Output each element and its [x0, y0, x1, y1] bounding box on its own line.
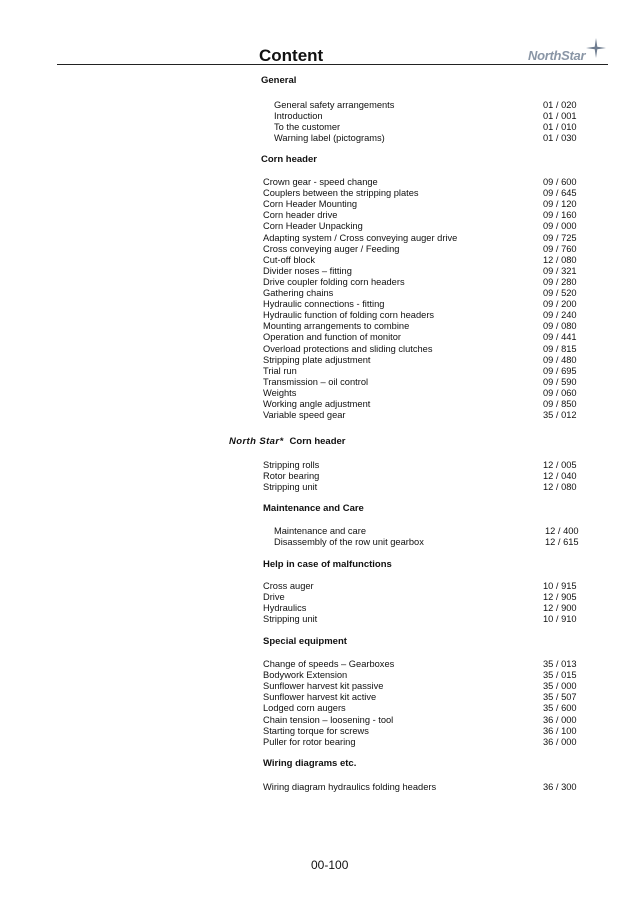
toc-row: [263, 188, 603, 199]
toc-row-label: Corn Header Unpacking: [263, 221, 363, 232]
toc-row-label: Adapting system / Cross conveying auger drive: [263, 232, 458, 243]
toc-row-label: Sunflower harvest kit active: [263, 692, 377, 703]
section-heading-special-equipment: Special equipment: [263, 636, 347, 647]
toc-row: [263, 366, 603, 377]
toc-row-code: 01 / 010: [543, 122, 577, 133]
toc-row-code: 36 / 000: [543, 736, 577, 747]
toc-row-label: Bodywork Extension: [263, 670, 348, 681]
toc-row-code: 09 / 645: [543, 188, 577, 199]
toc-row-code: 12 / 615: [545, 537, 579, 548]
toc-row: [263, 782, 603, 793]
toc-row-label: Crown gear - speed change: [263, 177, 378, 187]
toc-row-label: Lodged corn augers: [263, 703, 346, 714]
toc-row-code: 01 / 030: [543, 133, 577, 144]
toc-row-label: Wiring diagram hydraulics folding headers: [263, 782, 437, 792]
toc-row-code: 09 / 590: [543, 376, 577, 387]
toc-row-label: Chain tension – loosening - tool: [263, 714, 394, 725]
section-heading-malfunctions: Help in case of malfunctions: [263, 559, 392, 570]
northstar-brand: North Star*: [229, 436, 284, 447]
toc-row: [263, 244, 603, 255]
page-title: Content: [259, 46, 324, 65]
toc-row-code: 09 / 480: [543, 354, 577, 365]
section-heading-general: General: [261, 75, 297, 86]
toc-row: [263, 692, 603, 703]
toc-row-label: Trial run: [263, 365, 297, 376]
toc-row-label: Mounting arrangements to combine: [263, 321, 410, 332]
toc-row-label: Hydraulics: [263, 603, 307, 614]
toc-row: [263, 659, 603, 670]
toc-row: [263, 377, 603, 388]
toc-row-code: 09 / 200: [543, 299, 577, 310]
section-heading-wiring: Wiring diagrams etc.: [263, 758, 357, 769]
toc-row: [263, 715, 603, 726]
star-icon: [586, 38, 606, 58]
toc-row: [263, 388, 603, 399]
toc-row-label: Weights: [263, 387, 297, 398]
toc-row: [263, 399, 603, 410]
toc-row-label: Cross conveying auger / Feeding: [263, 243, 400, 254]
toc-row: [263, 603, 603, 614]
toc-row: [274, 526, 605, 537]
toc-row-code: 35 / 507: [543, 692, 577, 703]
toc-row: [263, 726, 603, 737]
toc-row-code: 10 / 910: [543, 614, 577, 625]
toc-row-code: 12 / 040: [543, 471, 577, 482]
toc-row: [263, 471, 603, 482]
toc-row-label: Stripping rolls: [263, 460, 320, 470]
toc-row: [274, 122, 603, 133]
toc-row: [263, 581, 603, 592]
toc-row-code: 35 / 012: [543, 410, 577, 421]
toc-row-label: Starting torque for screws: [263, 725, 369, 736]
toc-row: [263, 703, 603, 714]
toc-row-label: Hydraulic function of folding corn headers: [263, 310, 435, 321]
toc-row: [263, 482, 603, 493]
section-heading-northstar-corn-header: [229, 436, 346, 447]
toc-row-label: Cross auger: [263, 581, 314, 591]
toc-row-label: Stripping plate adjustment: [263, 354, 371, 365]
toc-row-label: Change of speeds – Gearboxes: [263, 659, 395, 669]
toc-row-code: 01 / 001: [543, 111, 577, 122]
toc-row-code: 10 / 915: [543, 581, 577, 591]
toc-row-code: 09 / 240: [543, 310, 577, 321]
section-heading-corn-header: Corn header: [261, 154, 317, 165]
section-heading-maintenance: Maintenance and Care: [263, 503, 364, 514]
toc-row-code: 09 / 441: [543, 332, 577, 343]
toc-row: [263, 299, 603, 310]
toc-row-code: 09 / 160: [543, 210, 577, 221]
toc-row-code: 36 / 000: [543, 714, 577, 725]
toc-row: [263, 221, 603, 232]
toc-row-code: 12 / 080: [543, 482, 577, 493]
toc-row-code: 35 / 000: [543, 681, 577, 692]
toc-row-label: Corn header drive: [263, 210, 338, 221]
toc-row-label: To the customer: [274, 122, 341, 133]
toc-row: [274, 100, 603, 111]
toc-row-label: Overload protections and sliding clutches: [263, 343, 433, 354]
toc-row-label: Couplers between the stripping plates: [263, 188, 419, 199]
toc-row-code: 36 / 300: [543, 782, 577, 792]
toc-row-code: 09 / 080: [543, 321, 577, 332]
toc-row-label: Working angle adjustment: [263, 399, 371, 409]
toc-row-code: 09 / 725: [543, 232, 577, 243]
toc-row: [263, 355, 603, 366]
toc-row-code: 12 / 905: [543, 592, 577, 603]
toc-row-code: 09 / 815: [543, 343, 577, 354]
toc-row: [263, 255, 603, 266]
toc-row-label: Gathering chains: [263, 288, 334, 298]
toc-row: [263, 592, 603, 603]
toc-row-label: Introduction: [274, 111, 323, 122]
title-rule: [57, 64, 608, 65]
toc-row-label: Rotor bearing: [263, 471, 320, 482]
toc-row: [263, 210, 603, 221]
toc-row-code: 36 / 100: [543, 725, 577, 736]
toc-row-label: Drive coupler folding corn headers: [263, 276, 405, 287]
toc-row: [263, 199, 603, 210]
toc-row: [263, 266, 603, 277]
toc-row: [274, 111, 603, 122]
toc-row: [274, 537, 605, 548]
toc-row: [263, 332, 603, 343]
toc-row-label: Operation and function of monitor: [263, 332, 401, 343]
toc-row: [263, 670, 603, 681]
toc-row-label: General safety arrangements: [274, 100, 395, 110]
toc-row-code: 01 / 020: [543, 100, 577, 110]
toc-row: [263, 681, 603, 692]
toc-row-code: 09 / 000: [543, 221, 577, 232]
toc-row-label: Transmission – oil control: [263, 376, 369, 387]
toc-row-label: Stripping unit: [263, 614, 318, 625]
logo-text: NorthStar: [528, 48, 586, 63]
toc-row: [263, 310, 603, 321]
toc-row-code: 12 / 005: [543, 460, 577, 470]
toc-row-code: 09 / 760: [543, 243, 577, 254]
toc-row-code: 12 / 080: [543, 254, 577, 265]
toc-row-label: Corn Header Mounting: [263, 199, 358, 210]
toc-row-code: 35 / 600: [543, 703, 577, 714]
toc-row: [263, 737, 603, 748]
toc-row-code: 12 / 400: [545, 526, 579, 536]
toc-row: [263, 410, 603, 421]
toc-row-code: 09 / 520: [543, 288, 577, 298]
toc-row-code: 35 / 015: [543, 670, 577, 681]
toc-row-code: 12 / 900: [543, 603, 577, 614]
toc-row: [263, 288, 603, 299]
northstar-heading-label: Corn header: [289, 436, 346, 447]
toc-row-label: Drive: [263, 592, 285, 603]
toc-row-label: Disassembly of the row unit gearbox: [274, 537, 424, 548]
northstar-logo: [528, 40, 610, 68]
toc-row: [263, 233, 603, 244]
toc-row-code: 09 / 120: [543, 199, 577, 210]
toc-row-label: Hydraulic connections - fitting: [263, 299, 385, 310]
toc-row-label: Sunflower harvest kit passive: [263, 681, 384, 692]
toc-row: [263, 614, 603, 625]
toc-row: [263, 344, 603, 355]
toc-row-label: Warning label (pictograms): [274, 133, 385, 144]
toc-row-label: Puller for rotor bearing: [263, 736, 356, 747]
toc-row-label: Cut-off block: [263, 254, 316, 265]
toc-row-code: 09 / 280: [543, 276, 577, 287]
toc-row-label: Variable speed gear: [263, 410, 346, 421]
toc-row-label: Maintenance and care: [274, 526, 366, 536]
toc-row: [263, 277, 603, 288]
toc-row-code: 09 / 060: [543, 387, 577, 398]
toc-row: [263, 177, 603, 188]
toc-row-code: 09 / 850: [543, 399, 577, 409]
toc-row-label: Divider noses – fitting: [263, 265, 352, 276]
toc-row-code: 09 / 321: [543, 265, 577, 276]
toc-row-code: 09 / 695: [543, 365, 577, 376]
toc-row-code: 09 / 600: [543, 177, 577, 187]
toc-row-label: Stripping unit: [263, 482, 318, 493]
toc-row: [263, 321, 603, 332]
toc-row: [274, 133, 603, 144]
page-number: 00-100: [311, 858, 349, 872]
toc-row-code: 35 / 013: [543, 659, 577, 669]
toc-row: [263, 460, 603, 471]
